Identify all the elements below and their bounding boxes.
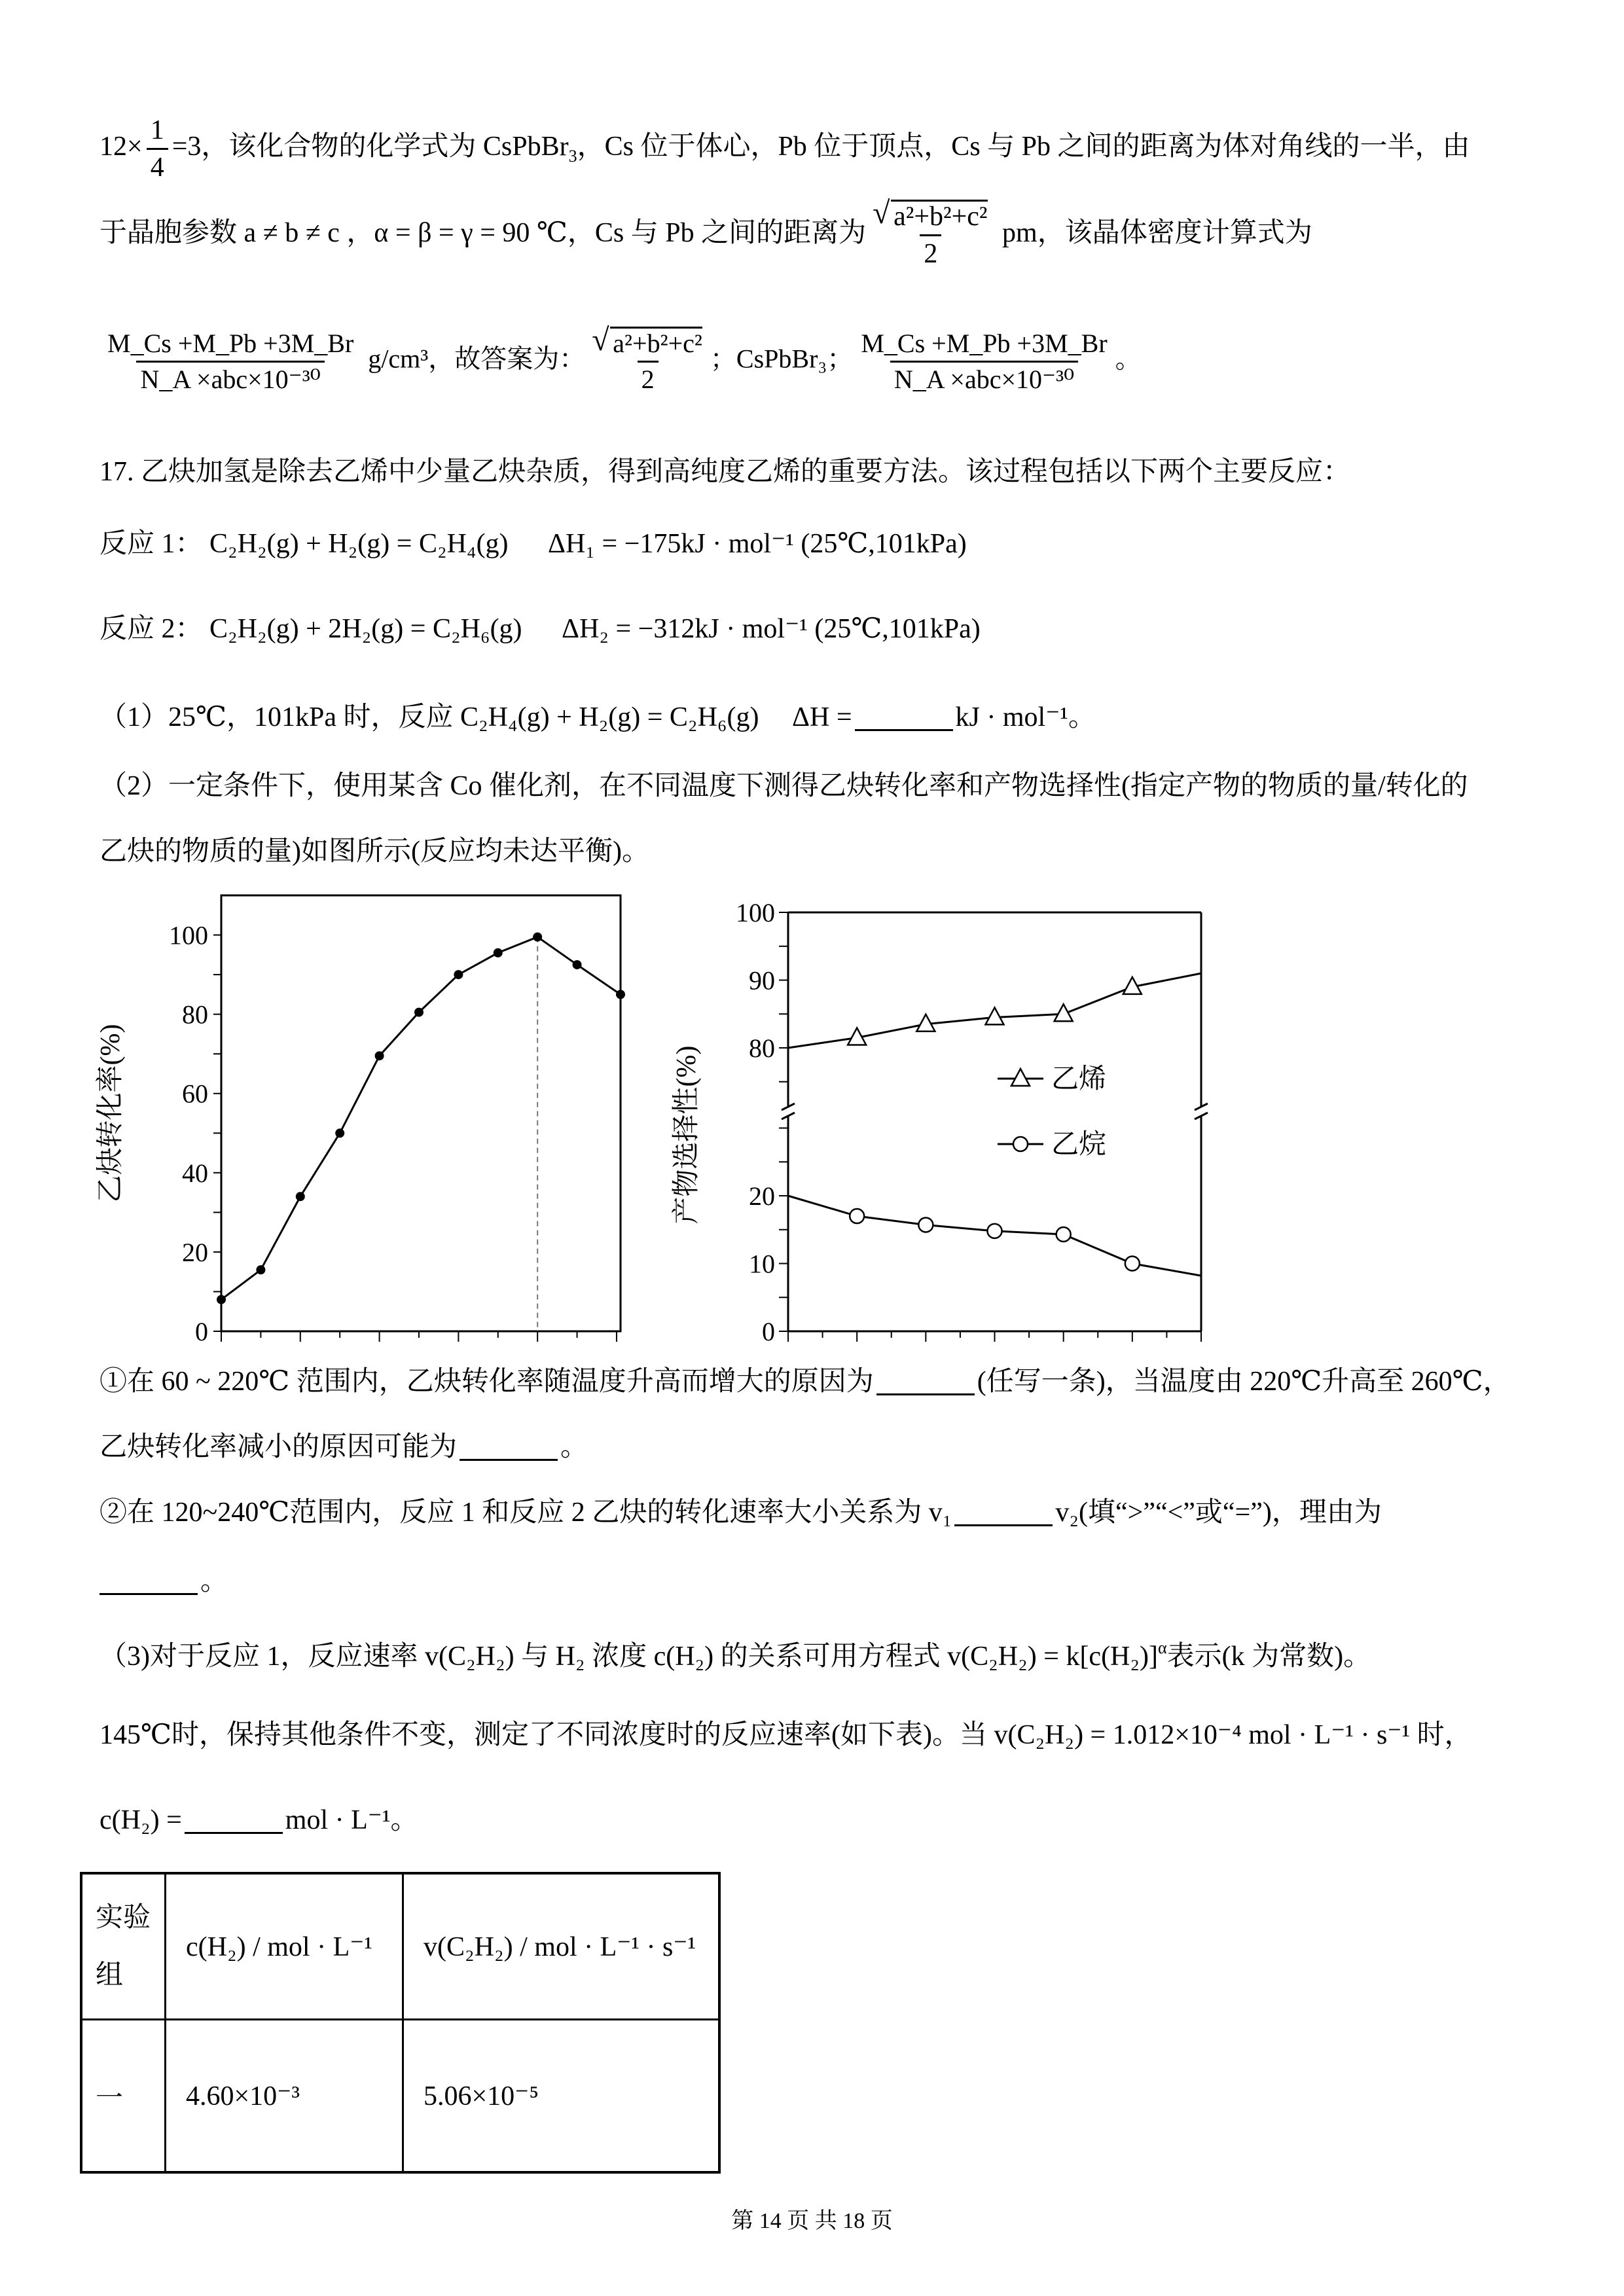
question-stem: 17. 乙炔加氢是除去乙烯中少量乙炔杂质，得到高纯度乙烯的重要方法。该过程包括以下两个主要反应： <box>99 457 1351 487</box>
data-point-conversion <box>494 948 503 958</box>
y-tick-label: 80 <box>749 1033 775 1063</box>
y-tick-label: 20 <box>749 1181 775 1211</box>
part-3-line-1: （3)对于反应 1，反应速率 v(C₂H₂) 与 H₂ 浓度 c(H₂) 的关系可用方程式 $v(C_2H_2) = k[c(H_2)]^\alpha$表示(k 为常数)。 <box>99 1638 1371 1672</box>
series-line-conversion <box>221 937 621 1300</box>
data-point-ethane <box>918 1218 933 1232</box>
y-tick-label: 10 <box>749 1249 775 1279</box>
data-point-conversion <box>454 970 463 979</box>
y-tick-label: 60 <box>182 1079 208 1109</box>
selectivity-chart <box>668 887 1244 1345</box>
density-fraction: $\frac{M\_Cs +M\_Pb +3M\_Br}{\text{N\_A ×abc×10⁻³⁰}}$ <box>107 329 354 394</box>
fraction-one-quarter: $\frac{1}{4}$ <box>147 117 168 181</box>
page-footer: 第 14 页 共 18 页 <box>731 2209 893 2233</box>
question-number: 17. <box>99 457 134 487</box>
data-point-conversion <box>414 1008 424 1017</box>
y-tick-label: 100 <box>169 920 208 950</box>
data-point-conversion <box>296 1192 305 1201</box>
data-point-conversion <box>256 1265 265 1274</box>
header-experiment-group: 实验组 <box>81 1873 166 2020</box>
data-point-conversion <box>616 990 625 999</box>
part-2-q2-line-1: ②在 120~240℃范围内，反应 1 和反应 2 乙炔的转化速率大小关系为 v₁ v₂(填“>”“<”或“=”)，理由为 <box>99 1498 1382 1528</box>
header-h2-concentration: c(H₂) / mol · L⁻¹ <box>166 1873 403 2020</box>
legend-marker-triangle <box>1011 1069 1030 1086</box>
y-tick-label: 0 <box>195 1317 208 1345</box>
answer-blank-concentration[interactable] <box>185 1810 283 1834</box>
table-row <box>81 2020 719 2173</box>
part-3-line-3: c(H₂) = mol · L⁻¹。 <box>99 1805 418 1835</box>
data-point-ethane <box>1056 1227 1071 1242</box>
table-header-row <box>81 1873 719 2020</box>
data-point-conversion <box>573 960 582 969</box>
part-2-line-2: 乙炔的物质的量)如图所示(反应均未达平衡)。 <box>99 836 649 867</box>
conversion-chart <box>92 887 655 1345</box>
cell-concentration: 4.60×10⁻³ <box>166 2020 403 2173</box>
legend-label-ethane: 乙烷 <box>1051 1130 1107 1160</box>
rate-data-table <box>80 1872 721 2174</box>
data-point-ethane <box>850 1209 864 1223</box>
data-point-conversion <box>217 1295 226 1304</box>
cell-group: 一 <box>81 2020 166 2173</box>
part-2-line-1: （2）一定条件下，使用某含 Co 催化剂，在不同温度下测得乙炔转化率和产物选择性(指定产物的物质的量/转化的 <box>99 771 1468 801</box>
y-axis-label: 产物选择性(%) <box>672 1045 702 1225</box>
intro-prefix: 12× <box>99 132 143 162</box>
data-point-ethane <box>988 1224 1002 1238</box>
y-tick-label: 0 <box>762 1317 775 1345</box>
answer-blank-q1a[interactable] <box>876 1371 975 1395</box>
answer-blank-dh[interactable] <box>855 707 953 731</box>
y-tick-label: 100 <box>736 898 775 927</box>
intro-line-1: 12× $\frac{1}{4}$ =3，该化合物的化学式为 CsPbBr$_3$，Cs 位于体心，Pb 位于顶点，Cs 与 Pb 之间的距离为体对角线的一半，由 <box>99 115 1470 183</box>
intro-line-3: $\frac{M\_Cs +M\_Pb +3M\_Br}{\text{N\_A ×abc×10⁻³⁰}}$ g/cm³，故答案为： √ $\frac{\text{a²+b²+c²}}{2}$ ；CsPbBr₃； $\frac{M\_Cs +M\_Pb +3M\_Br}{\text{N\_A ×abc×10⁻³⁰}}$ 。 <box>99 331 1142 393</box>
data-point-conversion <box>533 933 542 942</box>
intro-line-2: 于晶胞参数 a ≠ b ≠ c ，α = β = γ = 90 ℃，Cs 与 Pb 之间的距离为 √ $\frac{\text{a²+b²+c²}}{2}$ pm，该晶体密度计算式为 <box>99 203 1312 268</box>
y-axis-label: 乙炔转化率(%) <box>96 1024 126 1203</box>
part-2-q2-line-2: 。 <box>99 1568 228 1595</box>
answer-density-fraction: $\frac{M\_Cs +M\_Pb +3M\_Br}{\text{N\_A ×abc×10⁻³⁰}}$ <box>861 329 1108 394</box>
data-point-conversion <box>375 1051 384 1060</box>
legend-label-ethylene: 乙烯 <box>1051 1064 1107 1094</box>
part-1: （1）25℃，101kPa 时，反应 C₂H₄(g) + H₂(g) = C₂H₆(g) ΔH = kJ · mol⁻¹。 <box>99 702 1096 732</box>
data-point-ethane <box>1125 1257 1140 1271</box>
part-2-q1-line-1: ①在 60 ~ 220℃ 范围内，乙炔转化率随温度升高而增大的原因为 (任写一条)，当温度由 220℃升高至 260℃， <box>99 1367 1511 1397</box>
data-point-ethylene <box>1055 1004 1073 1021</box>
answer-blank-v-compare[interactable] <box>954 1502 1053 1526</box>
part-2-q1-line-2: 乙炔转化率减小的原因可能为 。 <box>99 1432 588 1462</box>
answer-blank-reason[interactable] <box>99 1571 198 1595</box>
plot-frame <box>221 895 621 1331</box>
legend-marker-circle <box>1013 1137 1028 1151</box>
y-tick-label: 20 <box>182 1237 208 1267</box>
data-point-conversion <box>335 1128 344 1138</box>
answer-blank-q1b[interactable] <box>460 1437 558 1461</box>
reaction-1: 反应 1： C₂H₂(g) + H₂(g) = C₂H₄(g) ΔH₁ = −175kJ · mol⁻¹ (25℃,101kPa) <box>99 529 967 559</box>
cell-rate: 5.06×10⁻⁵ <box>403 2020 720 2173</box>
y-tick-label: 90 <box>749 965 775 996</box>
y-tick-label: 40 <box>182 1158 208 1188</box>
reaction-2: 反应 2： C₂H₂(g) + 2H₂(g) = C₂H₆(g) ΔH₂ = −312kJ · mol⁻¹ (25℃,101kPa) <box>99 614 981 644</box>
part-3-line-2: 145℃时，保持其他条件不变，测定了不同浓度时的反应速率(如下表)。当 v(C₂H₂) = 1.012×10⁻⁴ mol · L⁻¹ · s⁻¹ 时， <box>99 1720 1472 1750</box>
distance-fraction: √ $\frac{\text{a²+b²+c²}}{2}$ <box>870 203 991 268</box>
header-reaction-rate: v(C₂H₂) / mol · L⁻¹ · s⁻¹ <box>403 1873 720 2020</box>
y-tick-label: 80 <box>182 999 208 1030</box>
data-point-ethylene <box>986 1007 1004 1024</box>
answer-distance-fraction: √ $\frac{\text{a²+b²+c²}}{2}$ <box>589 331 706 393</box>
